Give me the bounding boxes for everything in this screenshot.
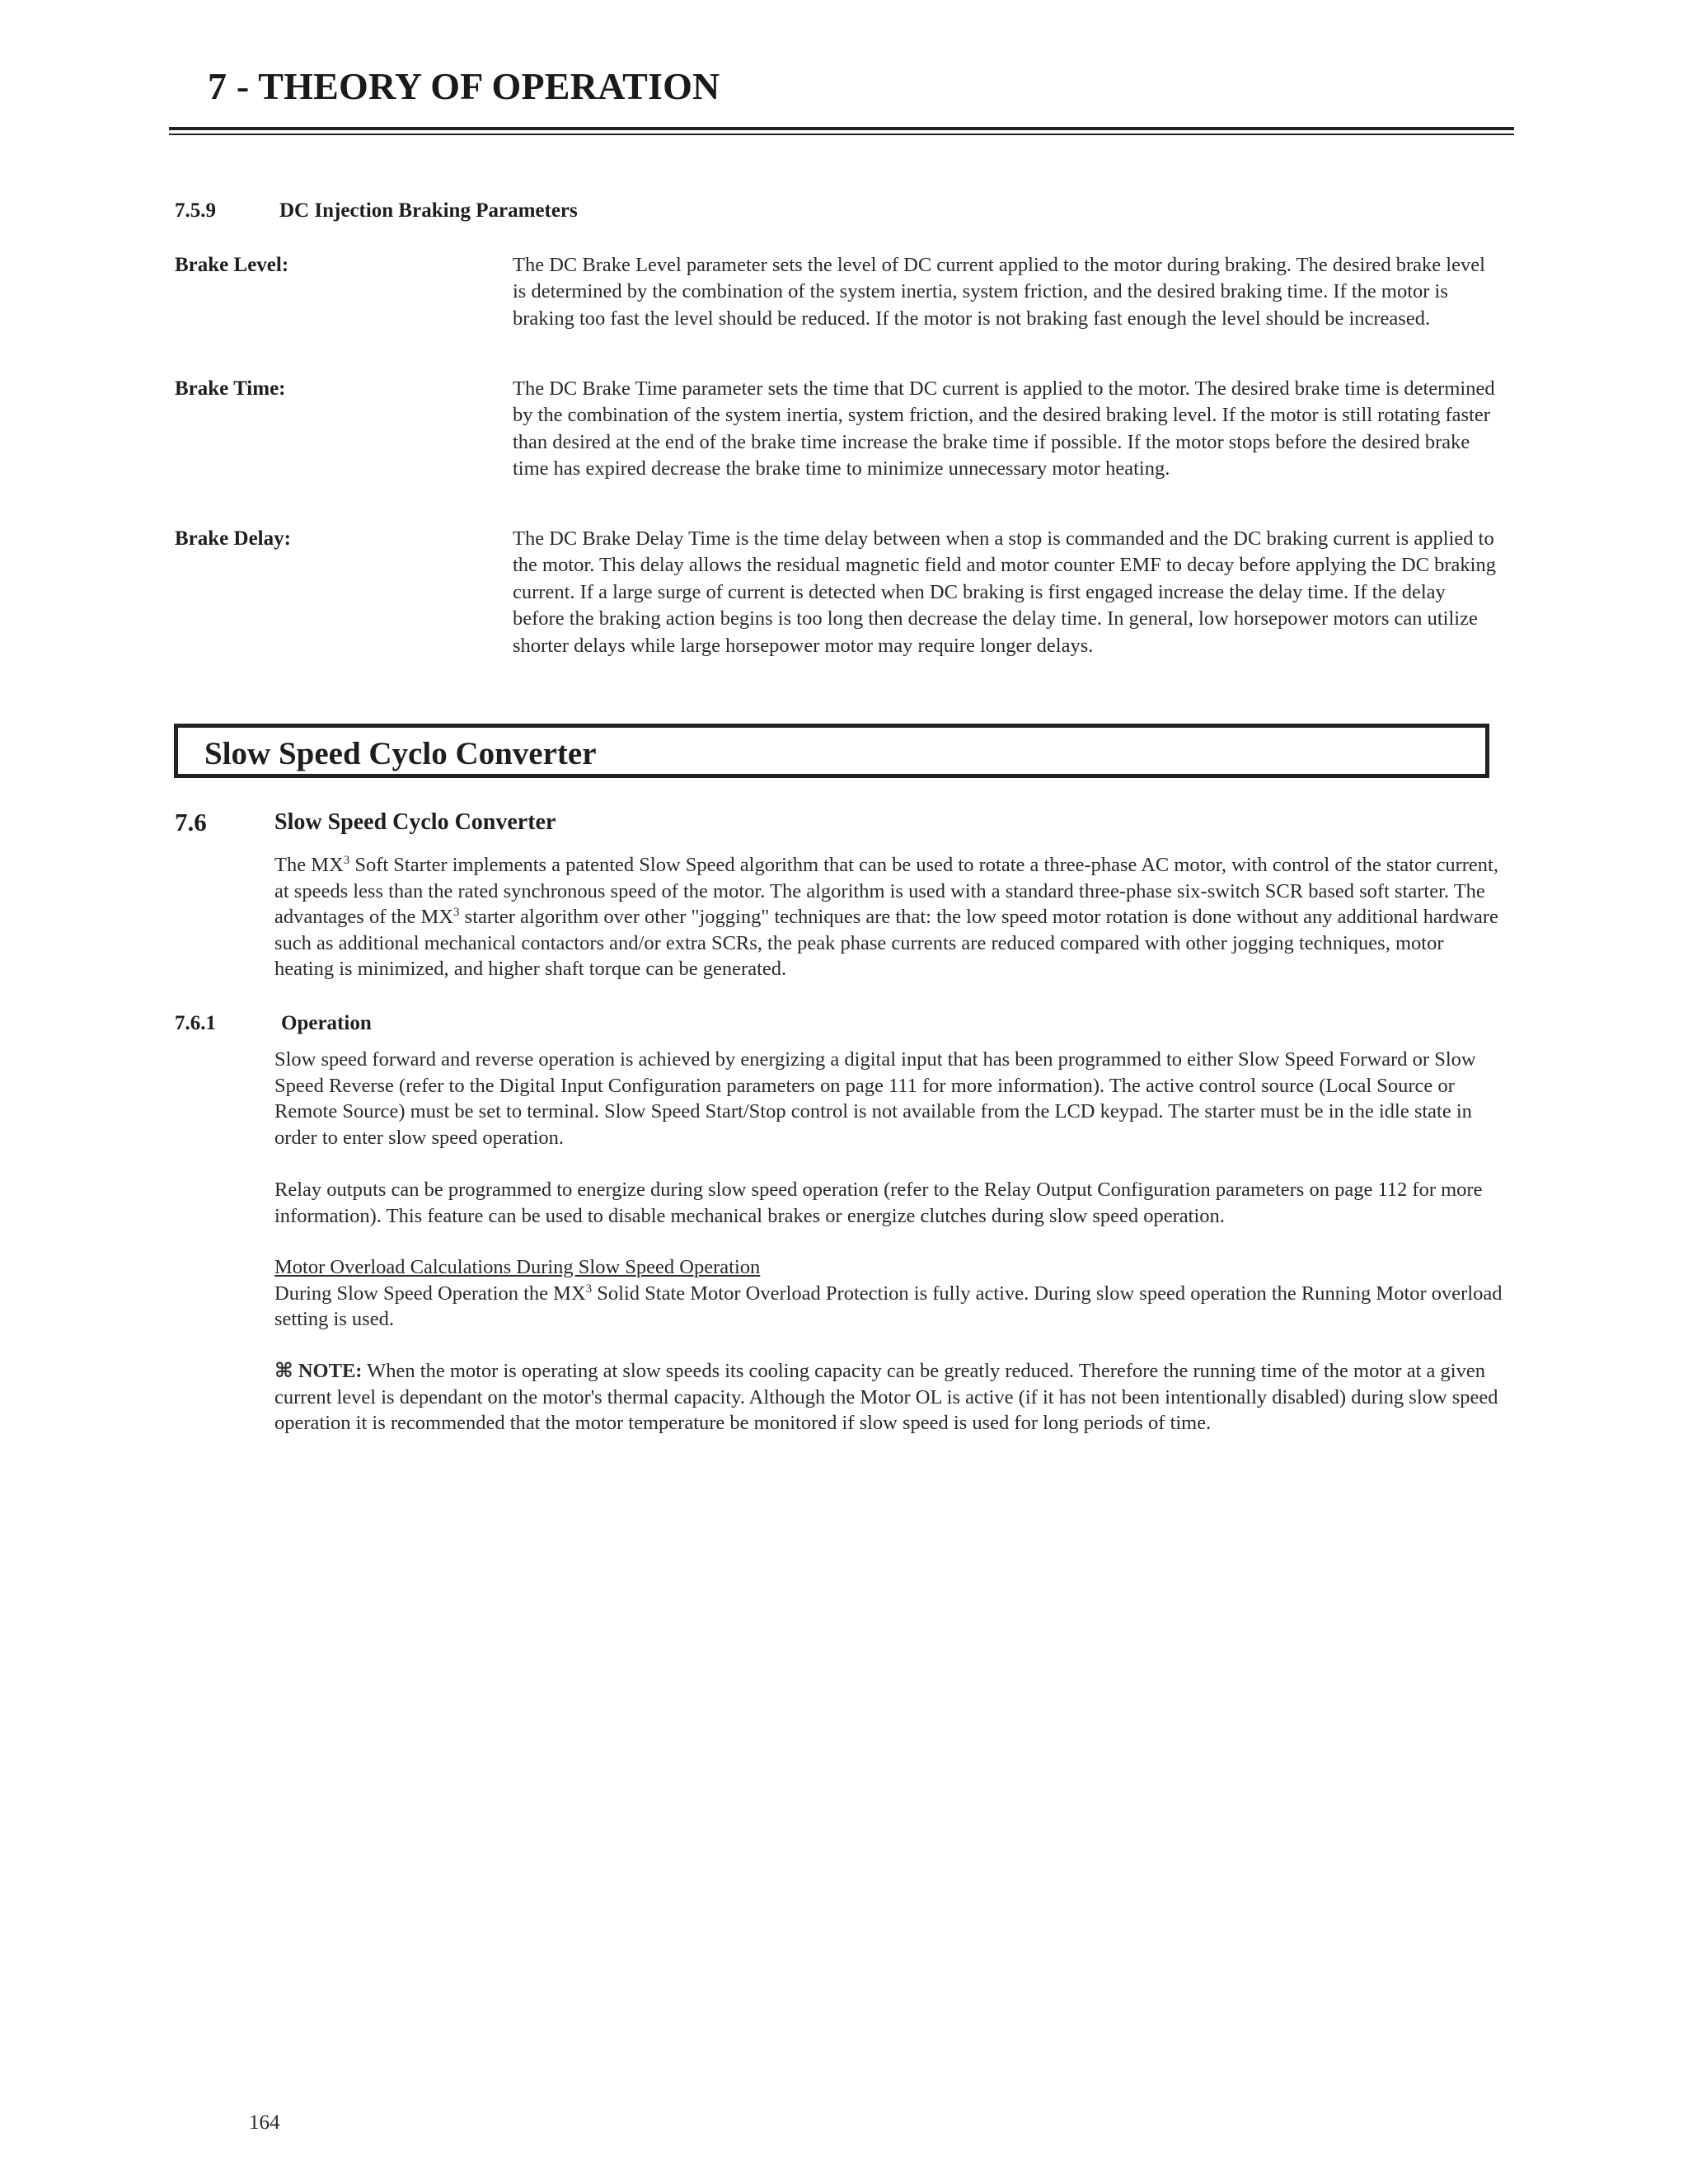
section-76-title: Slow Speed Cyclo Converter	[274, 809, 556, 835]
overload-heading: Motor Overload Calculations During Slow Speed Operation	[274, 1256, 761, 1278]
brake-delay-text: The DC Brake Delay Time is the time delay between when a stop is commanded and the DC braking current is applied to the motor. This delay allows the residual magnetic field and motor counter EMF to decay before applying the DC braking current. If a large surge of current is detected when DC braking is first engaged increase the delay time. If the delay before the braking action begins is too long then decrease the delay time. In general, low horsepower motors can utilize shorter delays while large horsepower motor may require longer delays.	[513, 527, 1496, 657]
section-76-intro: The $MX^3$ Soft Starter implements a patented Slow Speed algorithm that can be used to rotate a three-phase AC motor, with control of the stator current, at speeds less than the rated synchronous speed of the motor. The algorithm is used with a standard three-phase six-switch SCR based soft starter. The advantages of the $MX^3$ starter algorithm over other "jogging" techniques are that: the low speed motor rotation is done without any additional hardware such as additional mechanical contactors and/or extra SCRs, the peak phase currents are reduced compared with other jogging techniques, motor heating is minimized, and higher shaft torque can be generated.	[274, 853, 1498, 981]
brake-delay-label: Brake Delay:	[175, 527, 291, 550]
banner-title: Slow Speed Cyclo Converter	[204, 736, 597, 771]
command-key-icon: ⌘	[274, 1360, 293, 1382]
header-rule-thick	[169, 127, 1514, 130]
chapter-title: 7 - THEORY OF OPERATION	[208, 65, 720, 107]
section-76-number: 7.6	[175, 808, 207, 837]
note-paragraph: ⌘ NOTE: When the motor is operating at slow speeds its cooling capacity can be greatly reduced. Therefore the running time of the motor at a given current level is dependant on the motor's thermal capacity. Although the Motor OL is active (if it has not been intentionally disabled) during slow speed operation it is recommended that the motor temperature be monitored if slow speed is used for long periods of time.	[274, 1360, 1498, 1435]
section-759-title: DC Injection Braking Parameters	[279, 199, 578, 222]
operation-paragraph-2: Relay outputs can be programmed to energize during slow speed operation (refer to the Relay Output Configuration parameters on page 112 for more information). This feature can be used to disable mechanical brakes or energize clutches during slow speed operation.	[274, 1179, 1483, 1227]
overload-paragraph: Motor Overload Calculations During Slow Speed Operation During Slow Speed Operation the $MX^3$ Solid State Motor Overload Protection is fully active. During slow speed operation the Running Motor overload setting is used.	[274, 1256, 1503, 1331]
header-rule-thin	[169, 134, 1514, 135]
page-number: 164	[249, 2111, 280, 2134]
note-label: NOTE:	[298, 1360, 363, 1382]
section-761-number: 7.6.1	[175, 1012, 216, 1034]
brake-level-label: Brake Level:	[175, 254, 289, 276]
brake-time-text: The DC Brake Time parameter sets the time that DC current is applied to the motor. The desired brake time is determined by the combination of the system inertia, system friction, and the desired braking level. If the motor is still rotating faster than desired at the end of the brake time increase the brake time if possible. If the motor stops before the desired brake time has expired decrease the brake time to minimize unnecessary motor heating.	[513, 377, 1495, 480]
brake-level-text: The DC Brake Level parameter sets the level of DC current applied to the motor during braking. The desired brake level is determined by the combination of the system inertia, system friction, and the desired braking time. If the motor is braking too fast the level should be reduced. If the motor is not braking fast enough the level should be increased.	[513, 254, 1485, 330]
brake-time-label: Brake Time:	[175, 377, 286, 400]
section-761-title: Operation	[281, 1012, 372, 1034]
section-759-number: 7.5.9	[175, 199, 216, 222]
operation-paragraph-1: Slow speed forward and reverse operation is achieved by energizing a digital input that has been programmed to either Slow Speed Forward or Slow Speed Reverse (refer to the Digital Input Configuration parameters on page 111 for more information). The active control source (Local Source or Remote Source) must be set to terminal. Slow Speed Start/Stop control is not available from the LCD keypad. The starter must be in the idle state in order to enter slow speed operation.	[274, 1048, 1476, 1149]
section-banner	[174, 724, 1489, 778]
